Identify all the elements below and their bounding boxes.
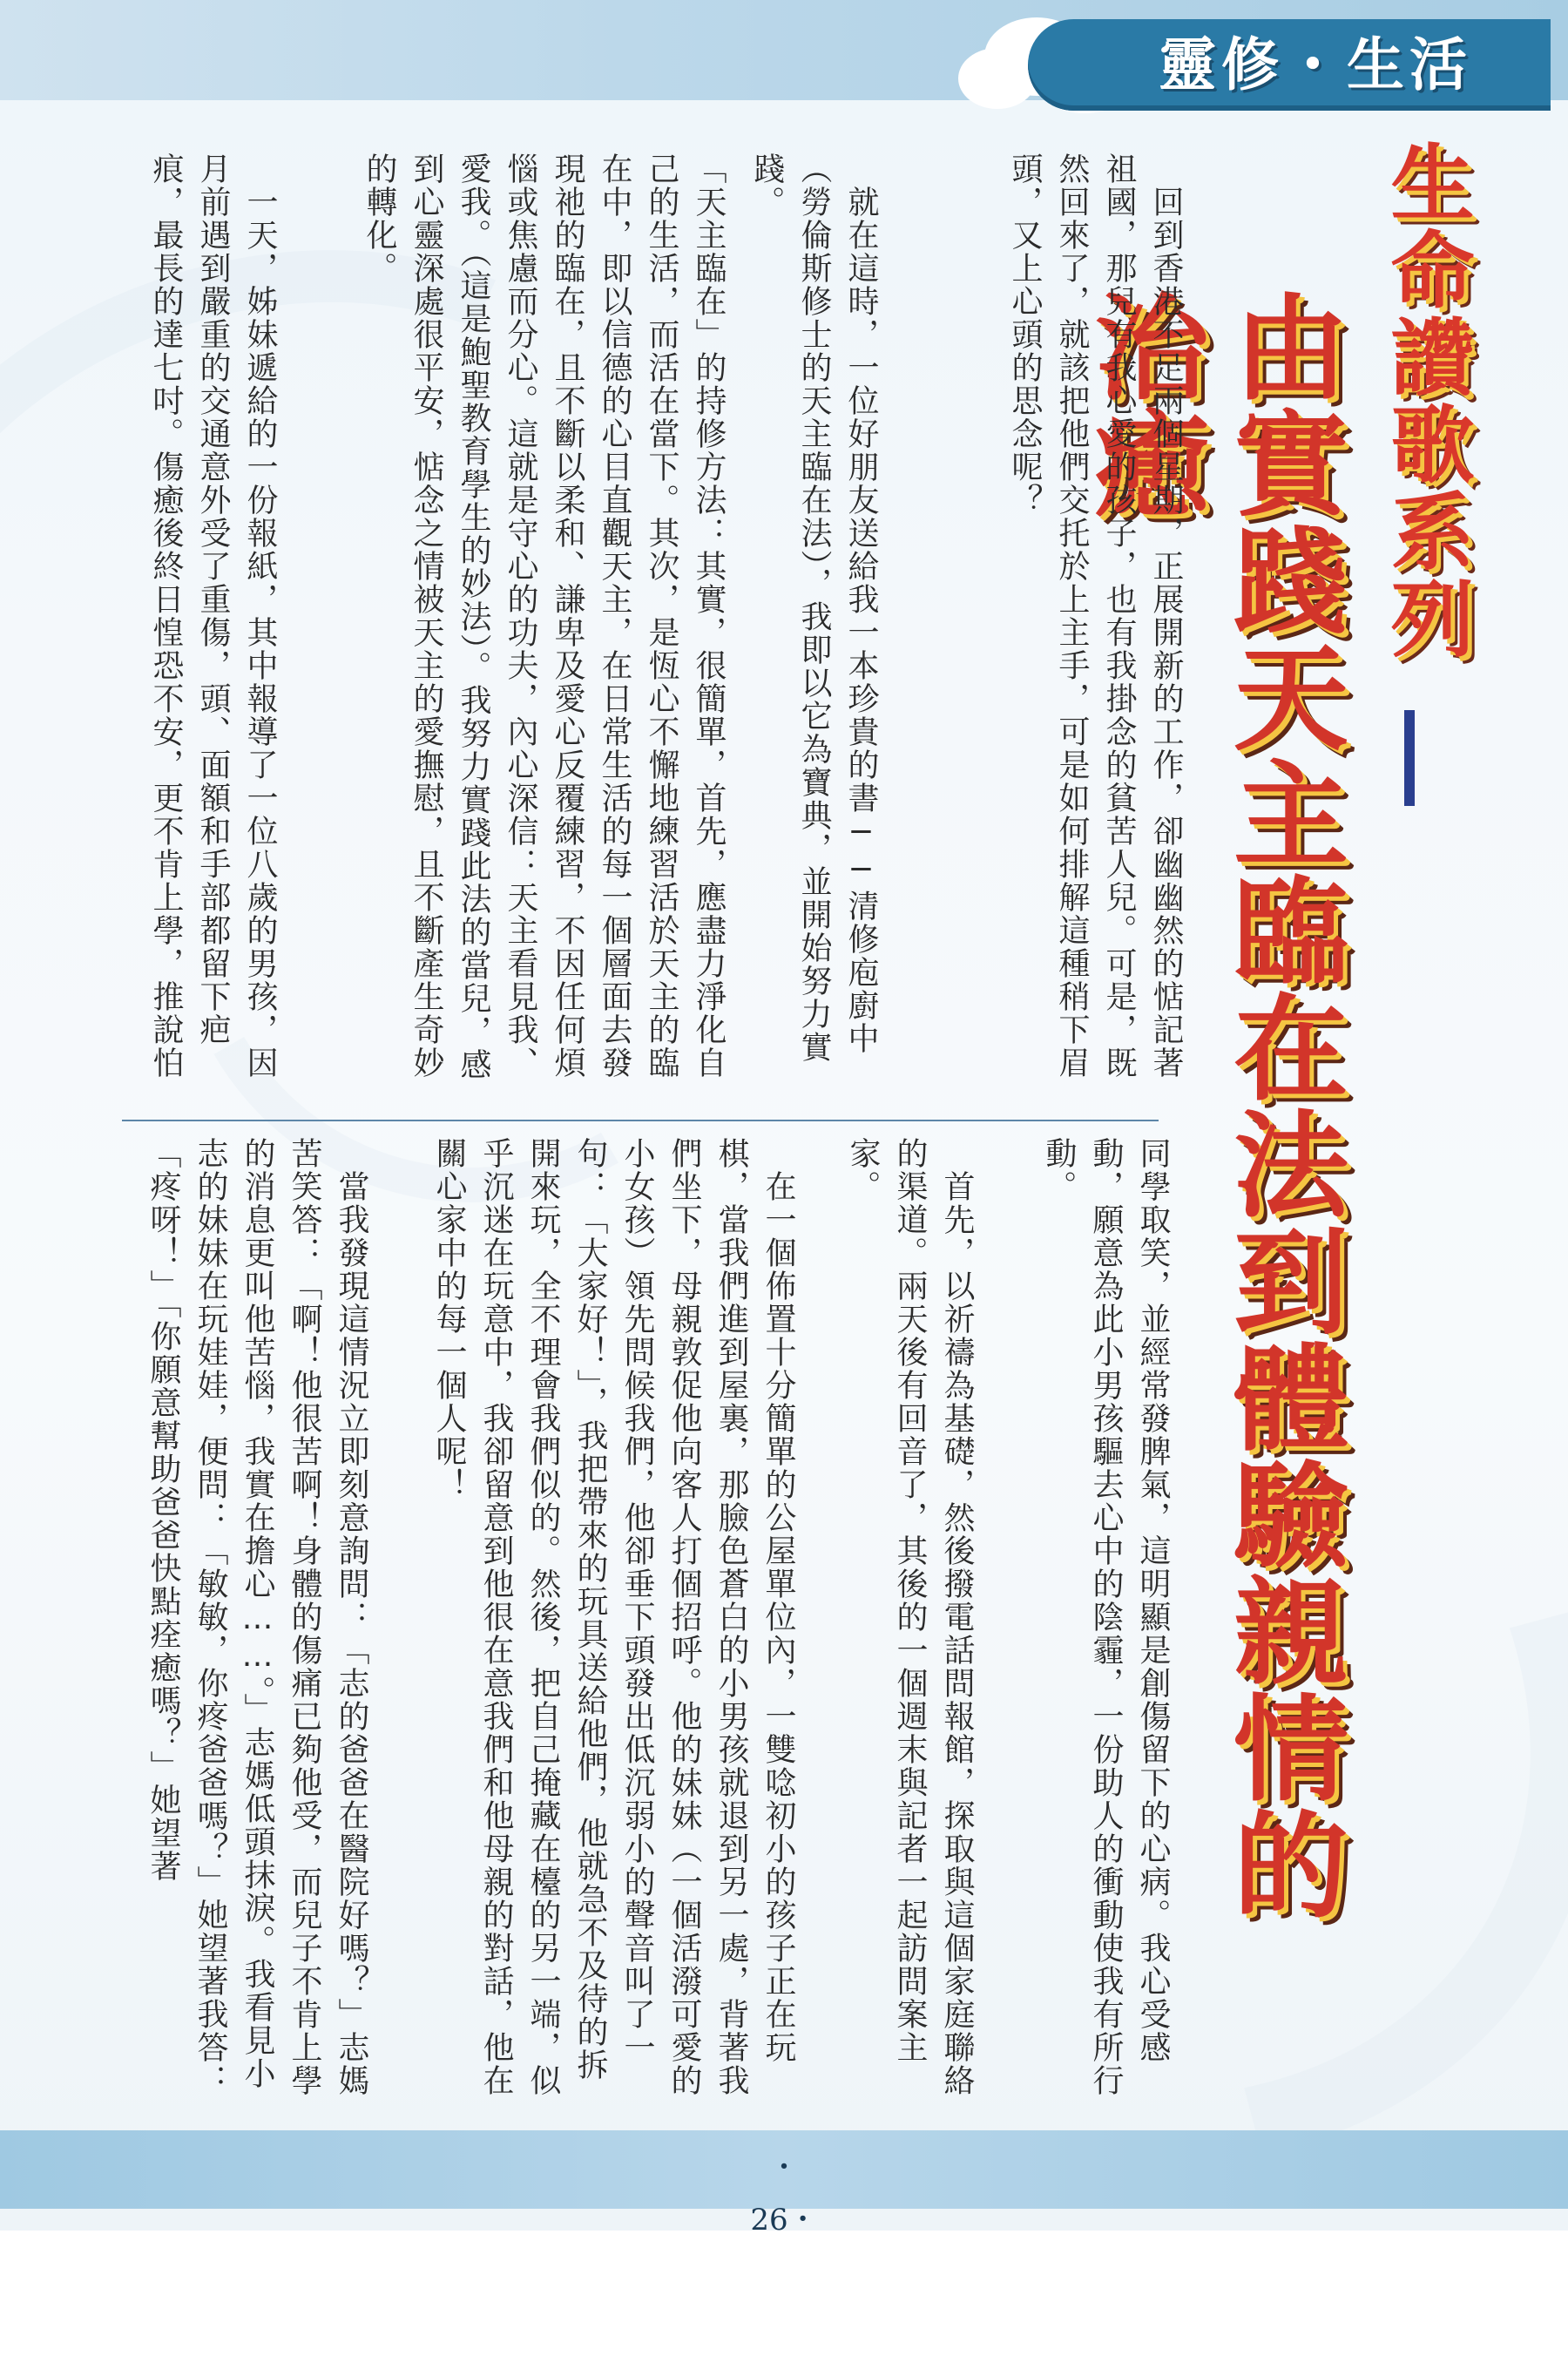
upper-paragraph-4: 一天，姊妹遞給的一份報紙，其中報導了一位八歲的男孩，因月前遇到嚴重的交通意外受了重傷，頭、面額和手部都留下疤痕，最長的達七吋。傷癒後終日惶恐不安，更不肯上學，推說怕 bbox=[148, 152, 278, 1080]
page-number: ・26・ bbox=[750, 2150, 818, 2238]
lower-paragraph-2: 首先，以祈禱為基礎，然後撥電話問報館，探取與這個家庭聯絡的渠道。兩天後有回音了，其後的一個週末與記者一起訪問案主家。 bbox=[845, 1137, 975, 2097]
upper-paragraph-2: 就在這時，一位好朋友送給我一本珍貴的書──清修庖廚中（勞倫斯修士的天主臨在法），我即以它為寶典，並開始努力實踐。 bbox=[749, 152, 879, 1064]
article-headline: 由實踐天主臨在法到體驗親情的治癒 bbox=[1074, 288, 1348, 1922]
lower-paragraph-3: 在一個佈置十分簡單的公屋單位內，一雙唸初小的孩子正在玩棋，當我們進到屋裏，那臉色蒼白的小男孩就退到另一處，背著我們坐下，母親敦促他向客人打個招呼。他的妹妹（一個活潑可愛的小女孩）領先問候我們，他卻垂下頭發出低沉弱小的聲音叫了一句：「大家好！」，我把帶來的玩具送給他們，他就急不及待的拆開來玩，全不理會我們似的。然後，把自己掩藏在檯的另一端，似乎沉迷在玩意中，我卻留意到他很在意我們和他母親的對話，他在關心家中的每一個人呢！ bbox=[431, 1137, 796, 2097]
upper-paragraph-3: 「天主臨在」的持修方法：其實，很簡單，首先，應盡力淨化自己的生活，而活在當下。其次，是恆心不懈地練習活於天主的臨在中，即以信德的心目直觀天主，在日常生活的每一個層面去發現祂的臨在，且不斷以柔和、謙卑及愛心反覆練習，不因任何煩惱或焦慮而分心。這就是守心的功夫，內心深信：天主看見我、愛我。（這是鮑聖教育學生的妙法）。我努力實踐此法的當兒，感到心靈深處很平安，惦念之情被天主的愛撫慰，且不斷產生奇妙的轉化。 bbox=[362, 152, 727, 1081]
block-divider bbox=[122, 1120, 1159, 1121]
section-title: 靈修・生活 bbox=[1159, 31, 1472, 98]
title-dash bbox=[1404, 710, 1415, 806]
series-title: 生命讚歌系列 bbox=[1377, 139, 1475, 662]
lower-paragraph-4: 當我發現這情況立即刻意詢問：「志的爸爸在醫院好嗎？」志媽苦笑答：「啊！他很苦啊！身體的傷痛已夠他受，而兒子不肯上學的消息更叫他苦惱，我實在擔心……。」志媽低頭抹淚。我看見小志的妹妹在玩娃娃，便問：「敏敏，你疼爸爸嗎？」她望著我答：「疼呀！」「你願意幫助爸爸快點痊癒嗎？」她望著 bbox=[145, 1137, 369, 2097]
upper-paragraph-1: 回到香港不足兩個星期，正展開新的工作，卻幽幽然的惦記著祖國，那兒有我心愛的孩子，也有我掛念的貧苦人兒。可是，既然回來了，就該把他們交托於上主手，可是如何排解這種稍下眉頭，又上心頭的思念呢？ bbox=[1007, 152, 1184, 1080]
lower-paragraph-1: 同學取笑，並經常發脾氣，這明顯是創傷留下的心病。我心受感動，願意為此小男孩驅去心中的陰霾，一份助人的衝動使我有所行動。 bbox=[1041, 1137, 1171, 2097]
cloud-decoration bbox=[958, 48, 1037, 109]
